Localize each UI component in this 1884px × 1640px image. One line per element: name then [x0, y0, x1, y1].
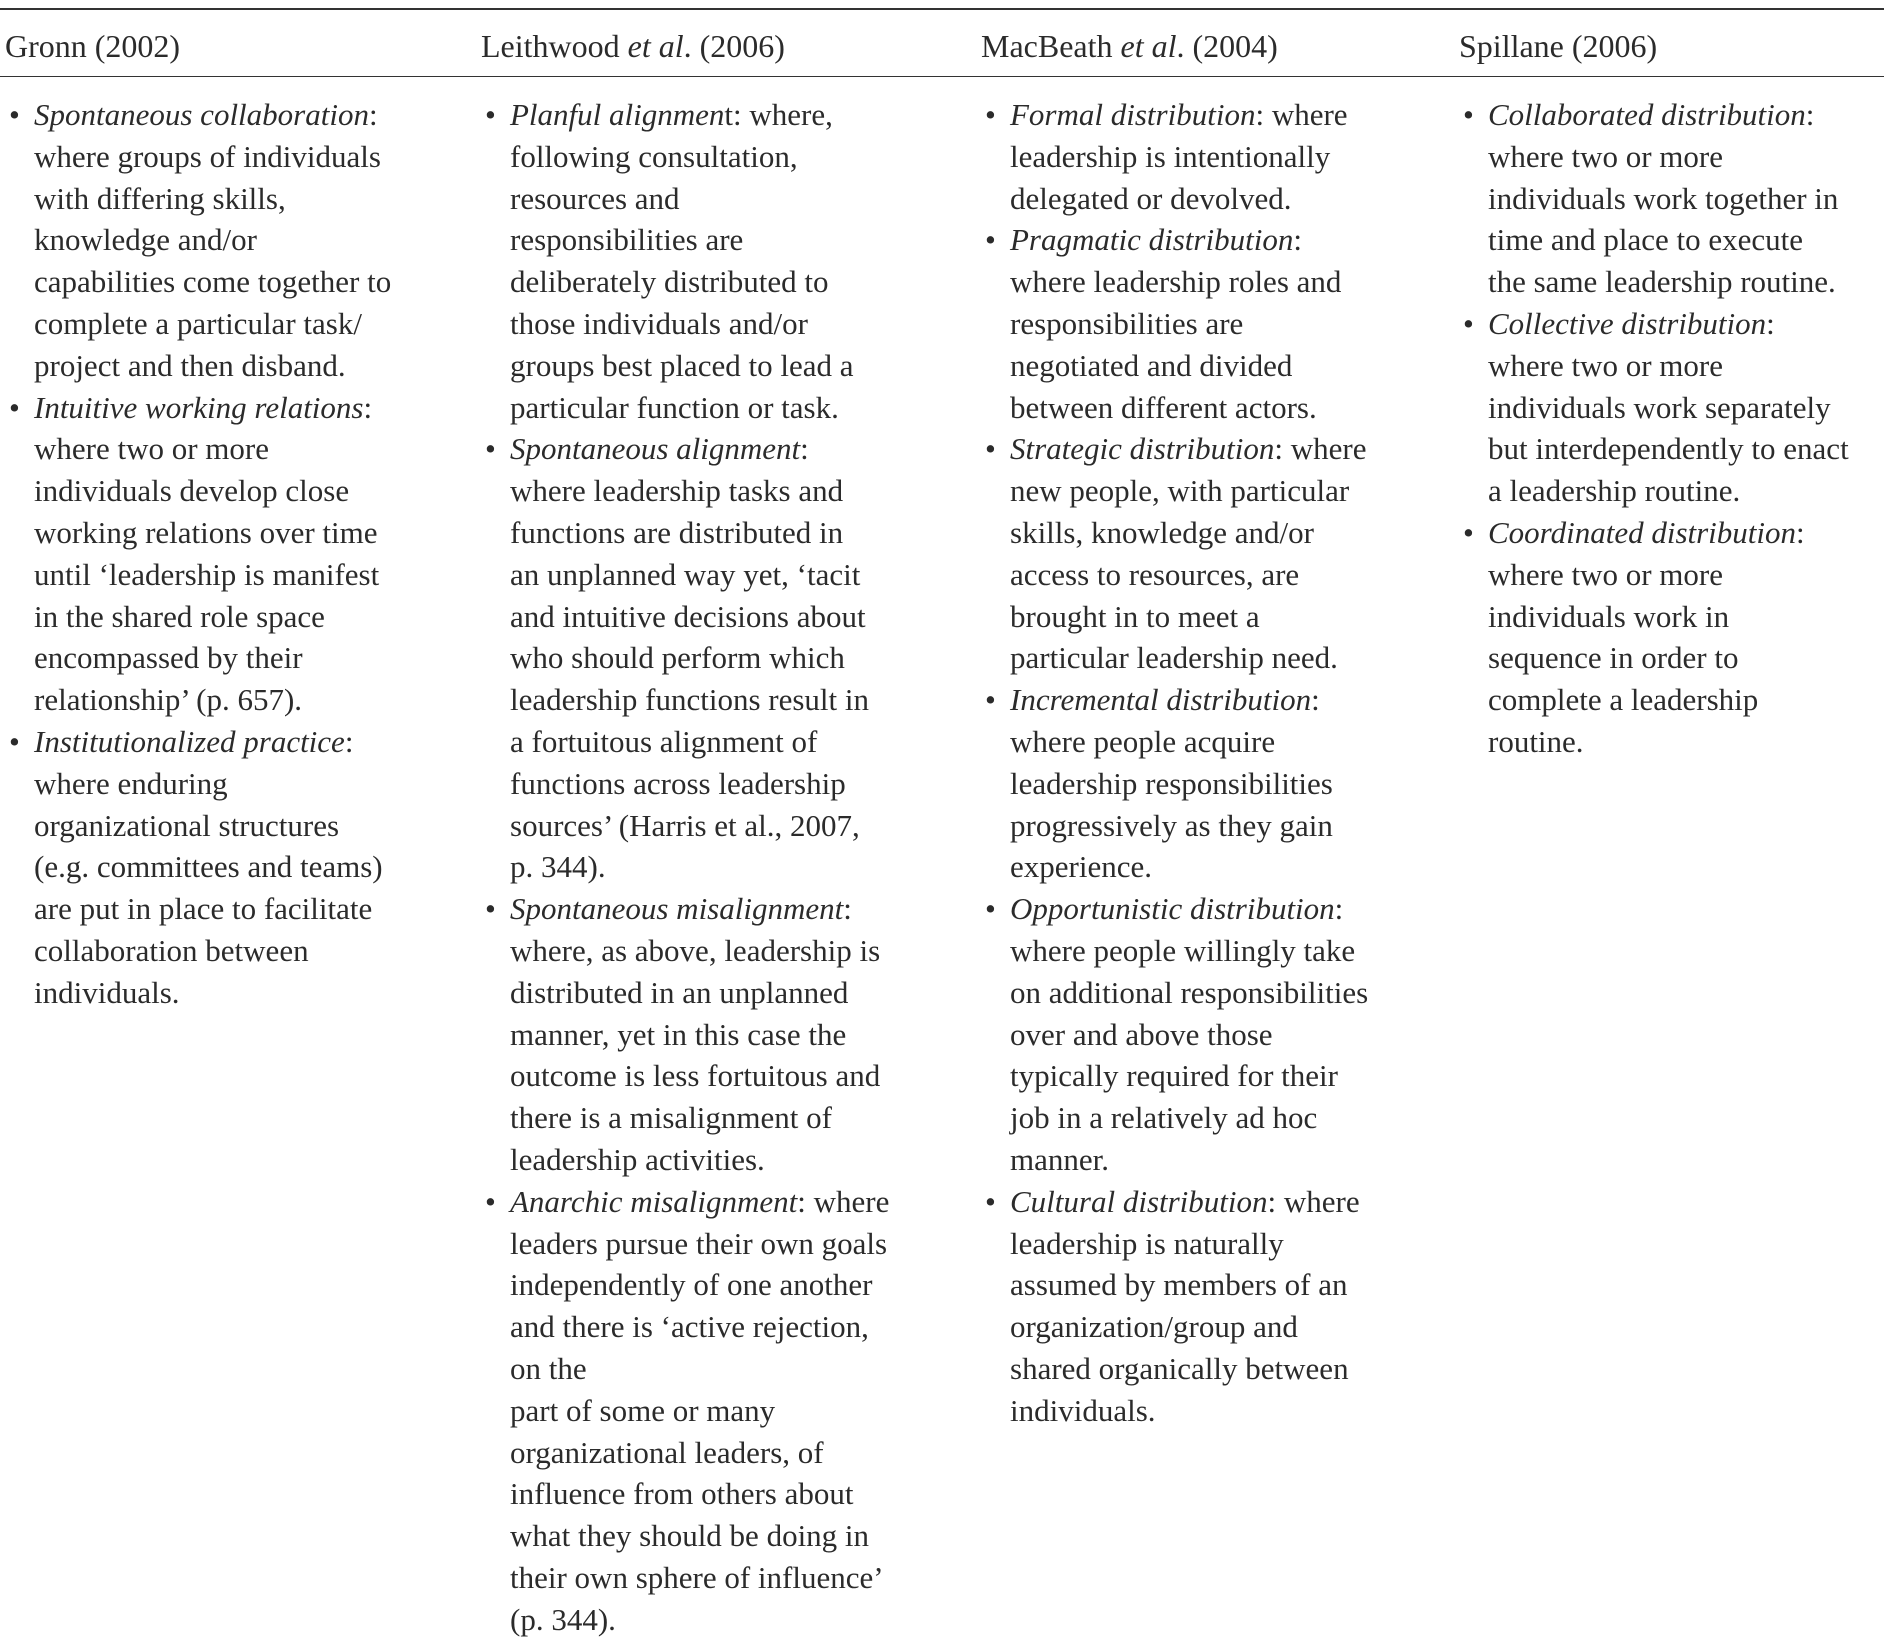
- bullet-list: [5, 94, 445, 1014]
- item-text: : where new people, with particular skills, knowledge and/or access to resources, are brought in to meet a particular leadership need.: [1010, 431, 1367, 676]
- item-text: : where, as above, leadership is distributed in an unplanned manner, yet in this case the outcome is less fortuitous and there is a misalignment of leadership activities.: [510, 891, 881, 1177]
- item-text: t: where, following consultation, resources and responsibilities are deliberately distributed to those individuals and/or groups best placed to lead a particular function or task.: [510, 97, 854, 425]
- item-text: : where two or more individuals develop close working relations over time until ‘leadership is manifest in the shared role space encompassed by their relationship’ (p. 657).: [34, 389, 380, 718]
- list-item: [981, 1181, 1421, 1432]
- bullet-list: [981, 94, 1421, 1432]
- item-term: Intuitive working relations: [34, 389, 364, 425]
- list-item: [981, 94, 1421, 219]
- item-term: Pragmatic distribution: [1010, 222, 1294, 258]
- list-item: [481, 428, 921, 888]
- bullet-list: [481, 94, 921, 1640]
- item-term: Formal distribution: [1010, 97, 1256, 132]
- item-term: Strategic distribution: [1010, 431, 1275, 467]
- list-item: [5, 387, 445, 721]
- item-term: Spontaneous collaboration: [34, 97, 369, 132]
- item-text: : where leadership tasks and functions are distributed in an unplanned way yet, ‘tacit and intuitive decisions about who should perform which leadership functions result in a fortuitous alignment of functions across leadership sources’ (Harris et al., 2007, p. 344).: [510, 431, 869, 885]
- list-item: [481, 1181, 921, 1640]
- item-term: Planful alignmen: [510, 97, 725, 132]
- item-text: : where enduring organizational structures (e.g. committees and teams) are put in place to facilitate collaboration between individuals.: [34, 723, 383, 1010]
- item-term: Collaborated distribution: [1488, 97, 1806, 132]
- list-item: [981, 219, 1421, 428]
- list-item: [981, 888, 1421, 1181]
- header-leithwood: Leithwood et al. (2006): [481, 28, 785, 64]
- item-term: Institutionalized practice: [34, 723, 345, 759]
- list-item: [481, 888, 921, 1181]
- list-item: [1459, 512, 1884, 763]
- header-spillane: Spillane (2006): [1459, 28, 1658, 64]
- item-text: : where people willingly take on additional responsibilities over and above those typically required for their job in a relatively ad hoc manner.: [1010, 891, 1369, 1177]
- list-item: [1459, 94, 1884, 303]
- list-item: [1459, 303, 1884, 512]
- item-text: : where leadership roles and responsibilities are negotiated and divided between different actors.: [1010, 222, 1342, 425]
- column-spillane: [1459, 94, 1884, 763]
- item-text: : where leadership is intentionally delegated or devolved.: [1010, 97, 1348, 216]
- list-item: [5, 94, 445, 387]
- item-term: Incremental distribution: [1010, 682, 1312, 718]
- column-gronn: [5, 94, 445, 1014]
- item-term: Coordinated distribution: [1488, 514, 1797, 550]
- item-term: Cultural distribution: [1010, 1183, 1268, 1219]
- table-header-rule: [0, 76, 1884, 77]
- column-macbeath: [981, 94, 1421, 1432]
- list-item: [981, 428, 1421, 679]
- item-term: Anarchic misalignment: [510, 1183, 798, 1219]
- header-gronn: Gronn (2002): [5, 28, 181, 64]
- header-macbeath: MacBeath et al. (2004): [981, 28, 1278, 64]
- item-term: Spontaneous alignment: [510, 431, 801, 467]
- item-text: : where leaders pursue their own goals independently of one another and there is ‘active rejection, on the part of some or many organizational leaders, of influence from others about what they should be doing in their own sphere of influence’ (p. 344).: [510, 1183, 890, 1637]
- item-text: : where two or more individuals work in sequence in order to complete a leadership routine.: [1488, 514, 1805, 759]
- list-item: [481, 94, 921, 428]
- list-item: [5, 721, 445, 1014]
- item-term: Opportunistic distribution: [1010, 891, 1335, 927]
- bullet-list: [1459, 94, 1884, 763]
- item-term: Collective distribution: [1488, 305, 1767, 341]
- table-top-rule: [0, 8, 1884, 10]
- column-leithwood: [481, 94, 921, 1640]
- list-item: [981, 679, 1421, 888]
- item-text: : where people acquire leadership responsibilities progressively as they gain experience.: [1010, 682, 1333, 885]
- item-text: : where two or more individuals work together in time and place to execute the same leadership routine.: [1488, 97, 1839, 300]
- item-text: : where leadership is naturally assumed by members of an organization/group and shared organically between individuals.: [1010, 1183, 1360, 1428]
- item-text: : where two or more individuals work separately but interdependently to enact a leadership routine.: [1488, 305, 1849, 509]
- item-text: : where groups of individuals with differing skills, knowledge and/or capabilities come together to complete a particular task/ project and then disband.: [34, 97, 392, 383]
- item-term: Spontaneous misalignment: [510, 891, 844, 927]
